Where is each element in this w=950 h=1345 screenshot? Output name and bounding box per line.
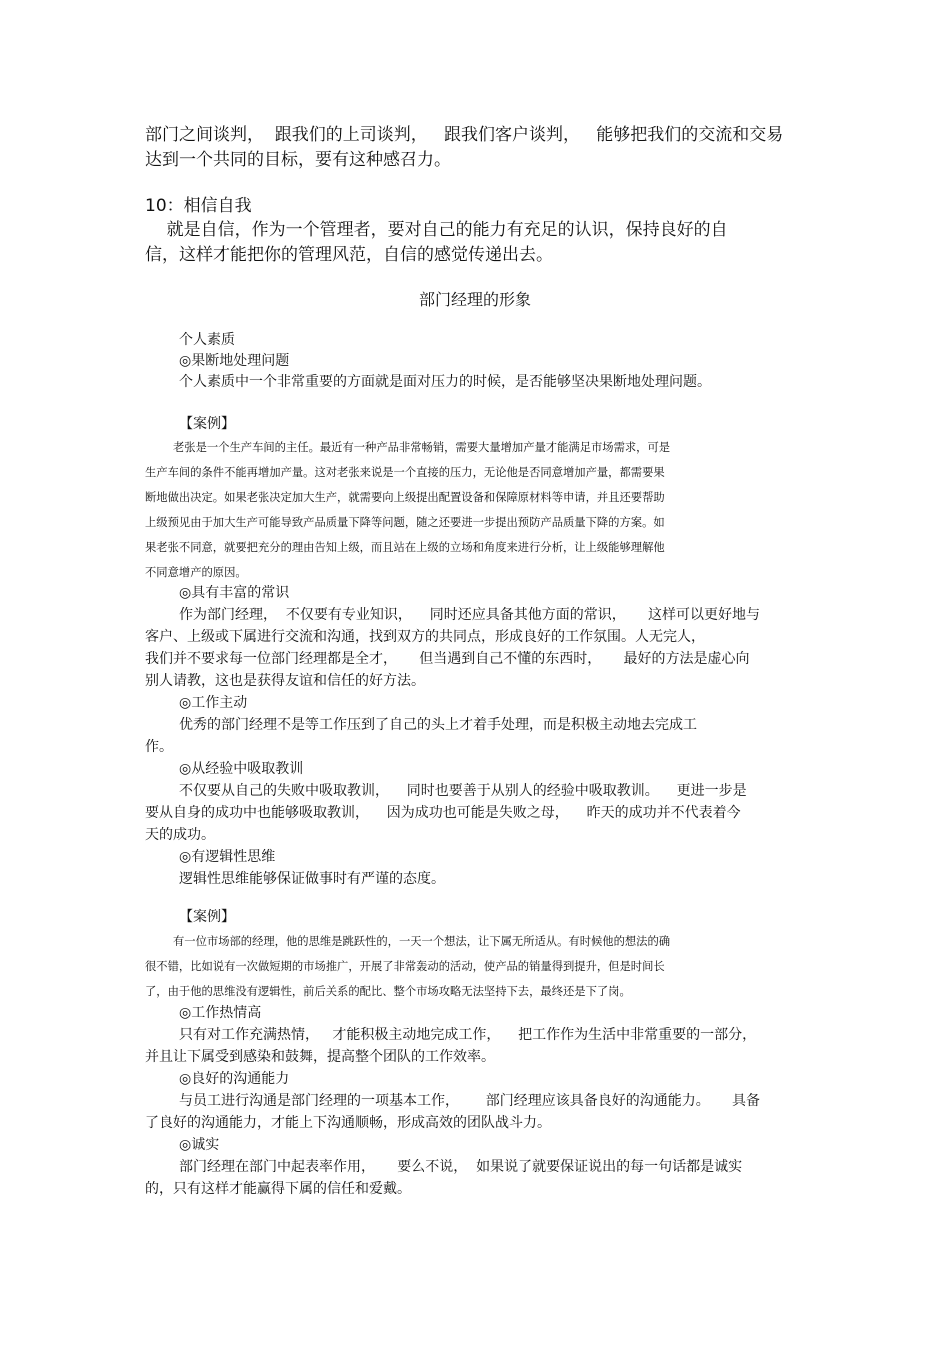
case-line: 不同意增产的原因。 — [145, 566, 247, 579]
item-text: 逻辑性思维能够保证做事时有严谨的态度。 — [179, 871, 445, 887]
case-label: 【案例】 — [179, 909, 235, 925]
section-paragraph-line: 就是自信，作为一个管理者，要对自己的能力有充足的认识，保持良好的自 — [145, 220, 728, 240]
document-title: 部门经理的形象 — [418, 290, 531, 309]
case-line: 老张是一个生产车间的主任。最近有一种产品非常畅销，需要大量增加产量才能满足市场需求，可是 — [173, 441, 671, 454]
item-title: ◎具有丰富的常识 — [179, 585, 290, 601]
intro-line-1: 部门之间谈判， 跟我们的上司谈判， 跟我们客户谈判， 能够把我们的交流和交易 — [145, 125, 784, 145]
item-title: ◎诚实 — [179, 1137, 220, 1153]
case-line: 上级预见由于加大生产可能导致产品质量下降等问题，随之还要进一步提出预防产品质量下降的方案。如 — [145, 516, 665, 529]
item-line: 作。 — [145, 739, 173, 755]
item-line: 部门经理在部门中起表率作用， 要么不说， 如果说了就要保证说出的每一句话都是诚实 — [179, 1159, 743, 1175]
item-line: 作为部门经理， 不仅要有专业知识， 同时还应具备其他方面的常识， 这样可以更好地与 — [179, 607, 760, 623]
case-line: 生产车间的条件不能再增加产量。这对老张来说是一个直接的压力，无论他是否同意增加产量，都需要果 — [145, 466, 665, 479]
item-line: 并且让下属受到感染和鼓舞，提高整个团队的工作效率。 — [145, 1049, 495, 1065]
item-line: 的，只有这样才能赢得下属的信任和爱戴。 — [145, 1181, 411, 1197]
item-line: 我们并不要求每一位部门经理都是全才， 但当遇到自己不懂的东西时， 最好的方法是虚心向 — [145, 651, 750, 667]
item-line: 只有对工作充满热情， 才能积极主动地完成工作， 把工作作为生活中非常重要的一部分， — [179, 1027, 757, 1043]
item-text: 个人素质中一个非常重要的方面就是面对压力的时候，是否能够坚决果断地处理问题。 — [179, 374, 711, 390]
item-line: 优秀的部门经理不是等工作压到了自己的头上才着手处理，而是积极主动地去完成工 — [179, 717, 697, 733]
section-heading: 10：相信自我 — [145, 196, 252, 216]
case-line: 果老张不同意，就要把充分的理由告知上级，而且站在上级的立场和角度来进行分析，让上级能够理解他 — [145, 541, 665, 554]
item-line: 要从自身的成功中也能够吸取教训， 因为成功也可能是失败之母， 昨天的成功并不代表着今 — [145, 805, 741, 821]
item-line: 了良好的沟通能力，才能上下沟通顺畅，形成高效的团队战斗力。 — [145, 1115, 551, 1131]
item-line: 不仅要从自己的失败中吸取教训， 同时也要善于从别人的经验中吸取教训。 更进一步是 — [179, 783, 747, 799]
case-line: 有一位市场部的经理，他的思维是跳跃性的，一天一个想法，让下属无所适从。有时候他的想法的确 — [173, 935, 671, 948]
item-title: ◎工作热情高 — [179, 1005, 262, 1021]
subsection-heading: 个人素质 — [179, 332, 235, 348]
case-line: 很不错，比如说有一次做短期的市场推广，开展了非常轰动的活动，使产品的销量得到提升，但是时间长 — [145, 960, 665, 973]
item-title: ◎良好的沟通能力 — [179, 1071, 290, 1087]
item-title: ◎有逻辑性思维 — [179, 849, 276, 865]
item-line: 别人请教，这也是获得友谊和信任的好方法。 — [145, 673, 425, 689]
case-line: 了，由于他的思维没有逻辑性，前后关系的配比、整个市场攻略无法坚持下去，最终还是下了岗。 — [145, 985, 631, 998]
item-line: 与员工进行沟通是部门经理的一项基本工作， 部门经理应该具备良好的沟通能力。 具备 — [179, 1093, 760, 1109]
item-title: ◎工作主动 — [179, 695, 248, 711]
item-line: 天的成功。 — [145, 827, 215, 843]
case-line: 断地做出决定。如果老张决定加大生产，就需要向上级提出配置设备和保障原材料等申请，并且还要帮助 — [145, 491, 665, 504]
item-line: 客户、上级或下属进行交流和沟通，找到双方的共同点，形成良好的工作氛围。人无完人， — [145, 629, 705, 645]
section-paragraph-line: 信，这样才能把你的管理风范，自信的感觉传递出去。 — [145, 245, 553, 265]
item-title: ◎从经验中吸取教训 — [179, 761, 304, 777]
item-title: ◎果断地处理问题 — [179, 353, 290, 369]
intro-line-2: 达到一个共同的目标，要有这种感召力。 — [145, 150, 451, 170]
case-label: 【案例】 — [179, 416, 235, 432]
